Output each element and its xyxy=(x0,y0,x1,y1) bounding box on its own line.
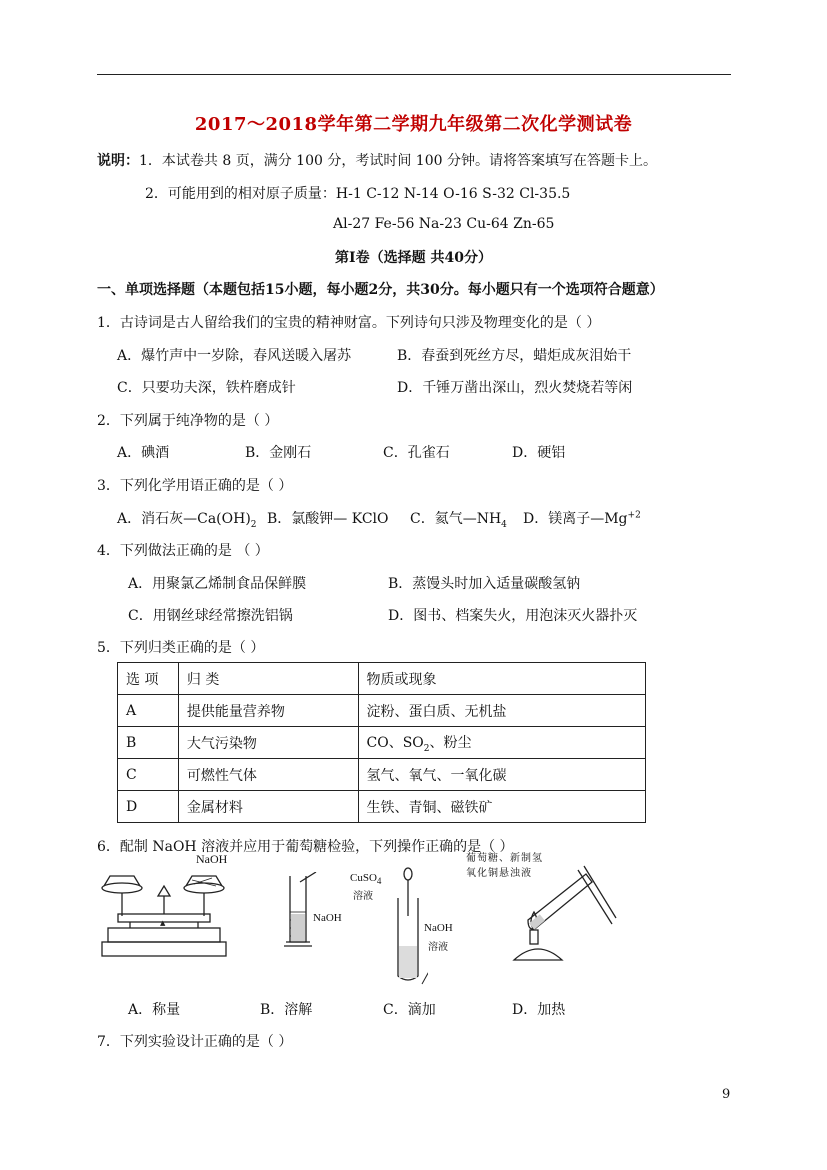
table-cell: 氢气、氧气、一氧化碳 xyxy=(358,759,645,791)
q4-stem: 4．下列做法正确的是 （ ） xyxy=(97,543,269,559)
table-cell-text: CO、SO xyxy=(366,734,424,751)
table-cell: A xyxy=(118,695,179,727)
q6-option-c: C．滴加 xyxy=(383,1002,436,1018)
q4-option-c: C．用钢丝球经常擦洗铝锅 xyxy=(128,608,293,624)
q5-stem: 5．下列归类正确的是（ ） xyxy=(97,640,265,656)
q3-option-d xyxy=(523,508,641,528)
table-cell: 生铁、青铜、磁铁矿 xyxy=(358,791,645,823)
q4-option-b: B．蒸馒头时加入适量碳酸氢钠 xyxy=(388,576,581,592)
q3-d-sup: +2 xyxy=(627,510,641,521)
table-cell-sub: 2 xyxy=(423,743,430,754)
table-header-row xyxy=(118,663,646,695)
q3-option-b: B．氯酸钾— KClO xyxy=(267,511,389,527)
notes-line2: 2．可能用到的相对原子质量：H-1 C-12 N-14 O-16 S-32 Cl-35.5 xyxy=(145,186,571,202)
q3-d-text: D．镁离子—Mg xyxy=(523,511,628,527)
part-heading: 第Ⅰ卷（选择题 共40分） xyxy=(335,250,492,266)
table-cell: D xyxy=(118,791,179,823)
fig-b-naoh-label: NaOH xyxy=(313,912,342,924)
q3-stem: 3．下列化学用语正确的是（ ） xyxy=(97,478,293,494)
q2-option-b: B．金刚石 xyxy=(245,445,312,461)
table-row xyxy=(118,727,646,759)
table-header-cell: 物质或现象 xyxy=(358,663,645,695)
table-cell: 淀粉、蛋白质、无机盐 xyxy=(358,695,645,727)
table-cell: 金属材料 xyxy=(178,791,358,823)
table-cell-text: 、粉尘 xyxy=(429,734,472,751)
notes-text1: 1．本试卷共 8 页，满分 100 分，考试时间 100 分钟。请将答案填写在答题卡上。 xyxy=(139,153,657,169)
fig-c-naoh-label: NaOH xyxy=(424,922,453,934)
header-rule xyxy=(97,74,731,75)
q3-a-text: A．消石灰—Ca(OH) xyxy=(117,511,251,527)
table-row xyxy=(118,759,646,791)
q2-option-a: A．碘酒 xyxy=(117,445,170,461)
fig-d-label-2: 氧化铜悬浊液 xyxy=(466,868,532,879)
table-header-cell: 选 项 xyxy=(118,663,179,695)
fig-c-cuso4-text: CuSO xyxy=(350,872,377,884)
table-row xyxy=(118,695,646,727)
fig-c-cuso4-label xyxy=(350,872,381,886)
dropper-figure xyxy=(388,866,428,986)
notes-label: 说明： xyxy=(97,153,139,169)
page-number: 9 xyxy=(722,1087,731,1102)
q3-option-a xyxy=(117,508,257,530)
q3-c-text: C．氦气—NH xyxy=(410,511,502,527)
q6-option-d: D．加热 xyxy=(512,1002,566,1018)
q2-option-d: D．硬铝 xyxy=(512,445,566,461)
notes-line1 xyxy=(97,150,657,170)
q4-option-d: D．图书、档案失火，用泡沫灭火器扑灭 xyxy=(388,608,638,624)
table-cell: 可燃性气体 xyxy=(178,759,358,791)
q1-option-d: D．千锤万凿出深山，烈火焚烧若等闲 xyxy=(397,380,633,396)
table-cell: 提供能量营养物 xyxy=(178,695,358,727)
section-heading: 一、单项选择题（本题包括15小题，每小题2分，共30分。每小题只有一个选项符合题意） xyxy=(97,282,664,298)
table-cell: B xyxy=(118,727,179,759)
q1-option-b: B．春蚕到死丝方尽，蜡炬成灰泪始干 xyxy=(397,348,632,364)
fig-a-naoh-label: NaOH xyxy=(196,852,228,866)
table-header-cell: 归 类 xyxy=(178,663,358,695)
q1-option-a: A．爆竹声中一岁除，春风送暖入屠苏 xyxy=(117,348,352,364)
exam-title: 2017～2018学年第二学期九年级第二次化学测试卷 xyxy=(194,114,633,135)
fig-d-label-1: 葡萄糖、新制氢 xyxy=(466,853,543,864)
q5-classification-table xyxy=(117,662,646,823)
q6-option-b: B．溶解 xyxy=(260,1002,313,1018)
q2-stem: 2．下列属于纯净物的是（ ） xyxy=(97,413,279,429)
q3-option-c xyxy=(410,508,507,530)
q1-option-c: C．只要功夫深，铁杵磨成针 xyxy=(117,380,296,396)
table-cell: 大气污染物 xyxy=(178,727,358,759)
fig-c-cuso4-sub: 4 xyxy=(376,876,382,887)
q2-option-c: C．孔雀石 xyxy=(383,445,450,461)
q7-stem: 7．下列实验设计正确的是（ ） xyxy=(97,1034,293,1050)
svg-text:▲: ▲ xyxy=(160,919,166,927)
q3-a-sub: 2 xyxy=(250,519,257,530)
q4-option-a: A．用聚氯乙烯制食品保鲜膜 xyxy=(128,576,307,592)
fig-c-solution2-label: 溶液 xyxy=(428,942,448,953)
q1-stem: 1．古诗词是古人留给我们的宝贵的精神财富。下列诗句只涉及物理变化的是（ ） xyxy=(97,315,601,331)
q3-c-sub: 4 xyxy=(501,519,507,530)
balance-figure xyxy=(100,856,230,964)
q6-stem: 6．配制 NaOH 溶液并应用于葡萄糖检验，下列操作正确的是（ ） xyxy=(97,839,514,855)
table-cell xyxy=(358,727,645,759)
q6-option-a: A．称量 xyxy=(128,1002,181,1018)
table-row xyxy=(118,791,646,823)
notes-line3: Al-27 Fe-56 Na-23 Cu-64 Zn-65 xyxy=(333,216,555,232)
fig-c-solution1-label: 溶液 xyxy=(353,891,373,902)
table-cell: C xyxy=(118,759,179,791)
